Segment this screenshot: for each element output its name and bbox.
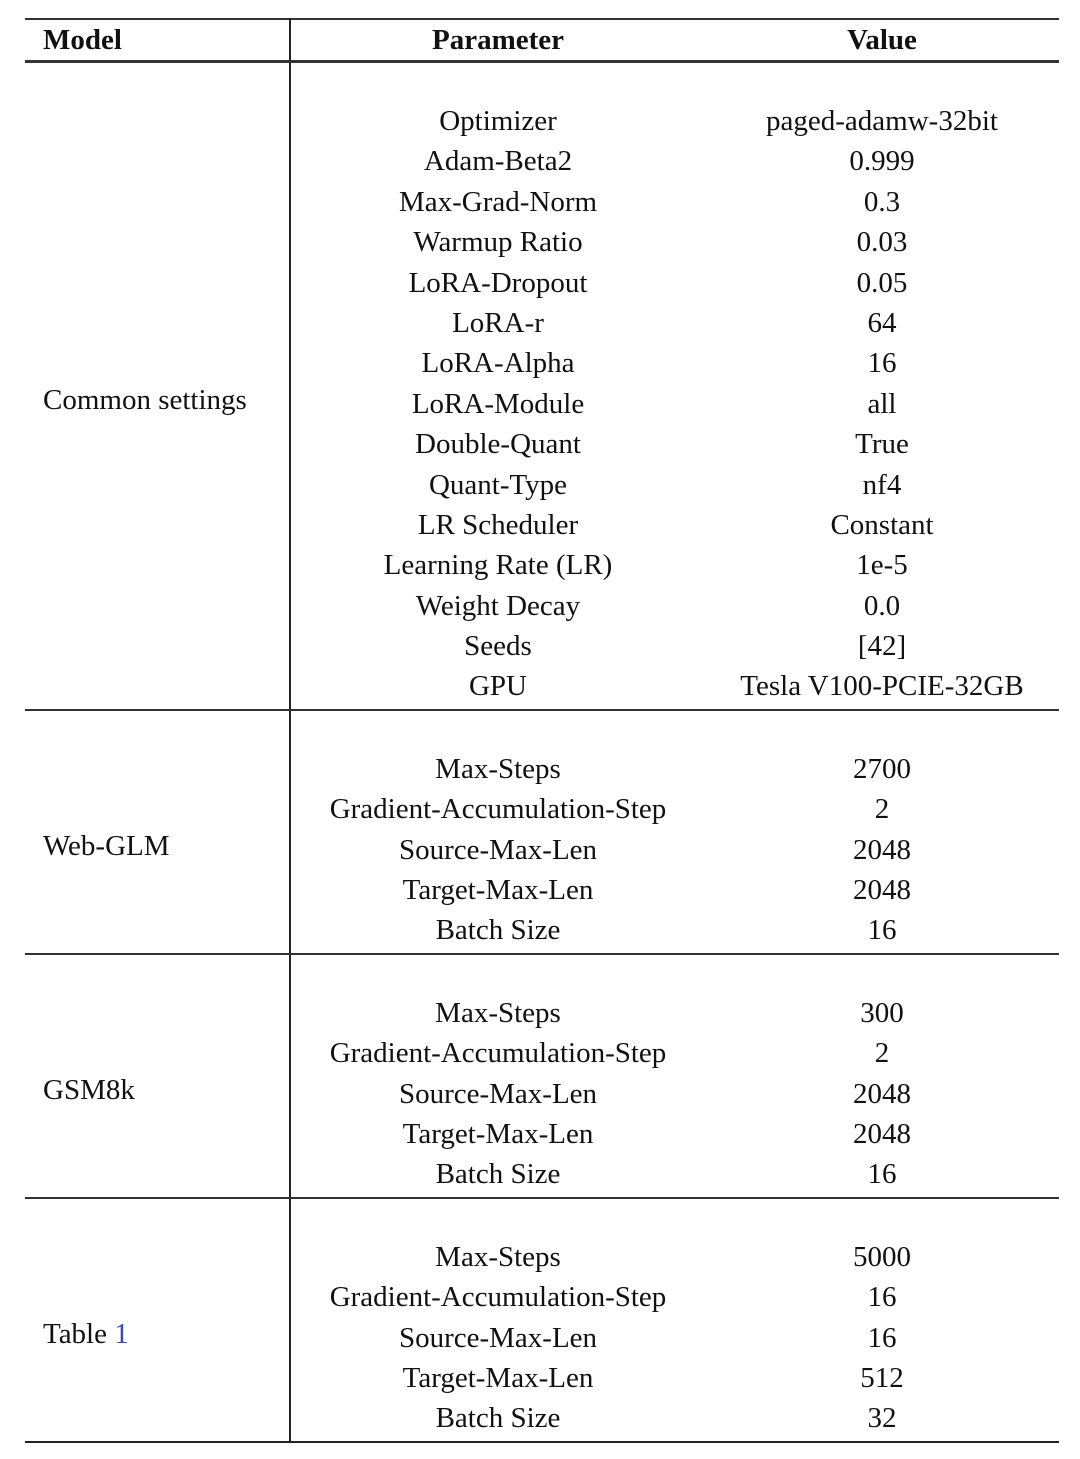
- value-cell: [705, 1198, 1059, 1442]
- parameter-column-header: Parameter: [290, 19, 705, 62]
- value-cell: [705, 710, 1059, 954]
- parameter-value: 32: [867, 1402, 897, 1435]
- parameter-name: Adam-Beta2: [423, 145, 573, 178]
- parameter-name: Gradient-Accumulation-Step: [329, 793, 667, 826]
- parameter-name: Weight Decay: [415, 589, 581, 622]
- hyperparameter-table-wrapper: [25, 18, 1059, 1443]
- model-name: GSM8k: [43, 1074, 135, 1107]
- table-group-common-settings: [25, 62, 1059, 710]
- parameter-name: Target-Max-Len: [402, 1117, 594, 1150]
- parameter-name: Source-Max-Len: [398, 1321, 598, 1354]
- table-body: [25, 62, 1059, 1442]
- parameter-value: 2048: [853, 874, 911, 907]
- parameter-value: nf4: [862, 468, 902, 501]
- parameter-name: Gradient-Accumulation-Step: [329, 1037, 667, 1070]
- model-cell: [25, 1198, 290, 1442]
- table-group-table-1: [25, 1198, 1059, 1442]
- parameter-value: 16: [867, 347, 897, 380]
- parameter-name: LoRA-Module: [411, 387, 585, 420]
- parameter-value: 5000: [853, 1240, 911, 1273]
- parameter-value: 0.05: [856, 266, 908, 299]
- parameter-value: 64: [867, 306, 897, 339]
- parameter-value: 2048: [853, 1077, 911, 1110]
- parameter-name: Learning Rate (LR): [383, 549, 613, 582]
- parameter-name: LoRA-Dropout: [408, 266, 588, 299]
- parameter-name: Optimizer: [439, 105, 557, 137]
- parameter-value: 2: [874, 793, 890, 826]
- value-list: [705, 711, 1059, 953]
- parameter-value: True: [855, 428, 909, 461]
- model-cell: [25, 954, 290, 1198]
- parameter-list: [291, 955, 705, 1197]
- model-name: Common settings: [43, 384, 247, 417]
- parameter-value: 2048: [853, 1117, 911, 1150]
- parameter-name: Max-Grad-Norm: [398, 185, 598, 218]
- parameter-value: 16: [867, 1281, 897, 1314]
- value-list: [705, 955, 1059, 1197]
- parameter-list: [291, 711, 705, 953]
- parameter-name: Max-Steps: [435, 1240, 561, 1273]
- parameter-name: Seeds: [464, 630, 532, 663]
- value-column-header: Value: [705, 19, 1059, 62]
- parameter-cell: [290, 954, 705, 1198]
- parameter-name: Quant-Type: [428, 468, 568, 501]
- parameter-value: 0.3: [863, 185, 901, 218]
- parameter-value: 0.999: [849, 145, 915, 178]
- parameter-name: LR Scheduler: [417, 508, 579, 541]
- parameter-value: 300: [860, 996, 904, 1029]
- model-name-prefix: Table: [43, 1318, 115, 1351]
- parameter-value: 512: [860, 1361, 904, 1394]
- parameter-value: 16: [867, 1158, 897, 1191]
- parameter-name: LoRA-r: [452, 306, 544, 339]
- parameter-name: Source-Max-Len: [398, 1077, 598, 1110]
- parameter-name: Max-Steps: [435, 752, 561, 785]
- table-group-gsm8k: [25, 954, 1059, 1198]
- parameter-name: Max-Steps: [435, 996, 561, 1029]
- parameter-value: Tesla V100-PCIE-32GB: [740, 670, 1024, 703]
- value-cell: [705, 62, 1059, 710]
- parameter-name: Batch Size: [435, 1402, 561, 1435]
- value-cell: [705, 954, 1059, 1198]
- parameter-value: 1e-5: [856, 549, 908, 582]
- parameter-value: [42]: [857, 630, 907, 663]
- parameter-name: Target-Max-Len: [402, 874, 594, 907]
- model-column-header: Model: [25, 19, 290, 62]
- parameter-value: 2: [874, 1037, 890, 1070]
- parameter-cell: [290, 62, 705, 710]
- parameter-name: Batch Size: [435, 1158, 561, 1191]
- parameter-value: Constant: [830, 508, 934, 541]
- parameter-list: [291, 1199, 705, 1441]
- parameter-name: Double-Quant: [415, 428, 581, 461]
- parameter-value: 16: [867, 914, 897, 947]
- value-list: [705, 1199, 1059, 1441]
- table-header-row: [25, 19, 1059, 62]
- parameter-name: Target-Max-Len: [402, 1361, 594, 1394]
- parameter-list: [291, 63, 705, 709]
- parameter-value: 2700: [853, 752, 911, 785]
- hyperparameter-table: [25, 18, 1059, 1443]
- parameter-cell: [290, 1198, 705, 1442]
- parameter-name: LoRA-Alpha: [421, 347, 575, 380]
- parameter-value: paged-adamw-32bit: [766, 105, 998, 137]
- parameter-value: 2048: [853, 833, 911, 866]
- value-list: [705, 63, 1059, 709]
- parameter-name: Gradient-Accumulation-Step: [329, 1281, 667, 1314]
- parameter-value: 0.0: [863, 589, 901, 622]
- model-cell: [25, 62, 290, 710]
- parameter-value: all: [867, 387, 897, 420]
- parameter-name: Source-Max-Len: [398, 833, 598, 866]
- parameter-name: Batch Size: [435, 914, 561, 947]
- model-cell: [25, 710, 290, 954]
- table-reference-link[interactable]: 1: [114, 1318, 129, 1351]
- parameter-value: 16: [867, 1321, 897, 1354]
- parameter-value: 0.03: [856, 226, 908, 259]
- parameter-name: Warmup Ratio: [413, 226, 583, 259]
- parameter-name: GPU: [468, 670, 527, 703]
- table-group-web-glm: [25, 710, 1059, 954]
- parameter-cell: [290, 710, 705, 954]
- model-name: Web-GLM: [43, 830, 170, 863]
